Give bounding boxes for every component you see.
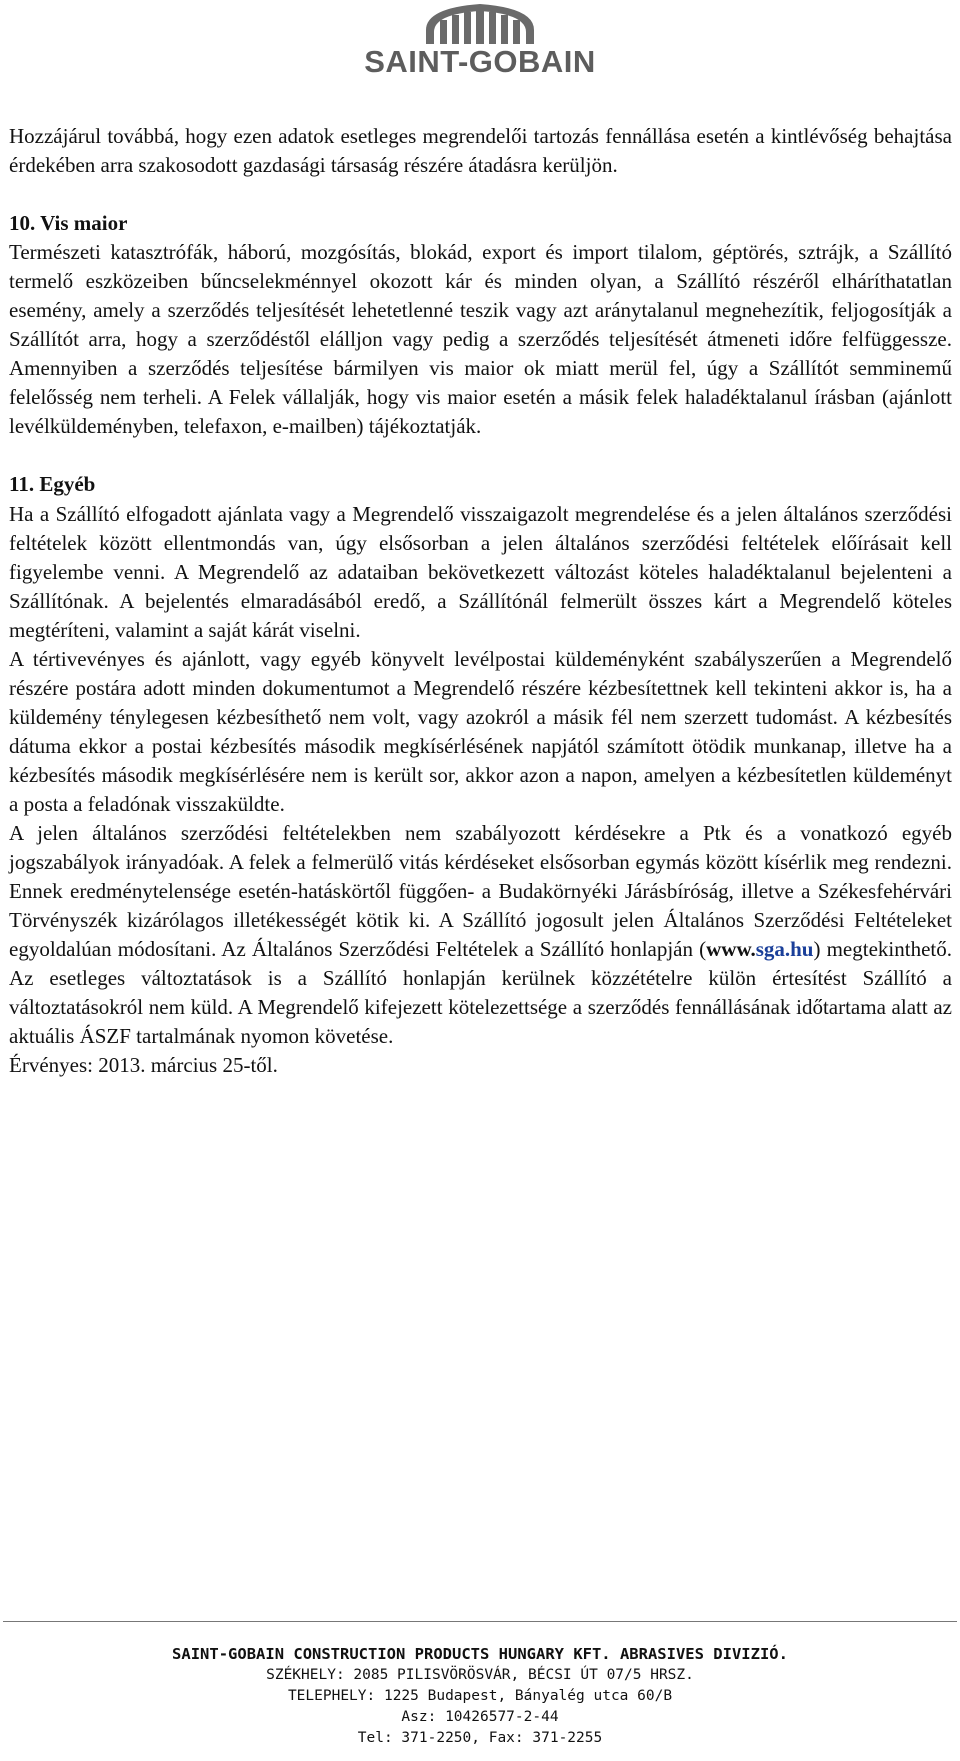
- section-11-paragraph-3: [9, 819, 952, 1051]
- footer: [0, 1643, 960, 1749]
- logo-wordmark: SAINT-GOBAIN: [364, 44, 596, 79]
- footer-site: TELEPHELY: 1225 Budapest, Bányalég utca 60/B: [287, 1688, 673, 1704]
- saint-gobain-logo: [0, 0, 960, 79]
- footer-tax: Asz: 10426577-2-44: [401, 1709, 559, 1725]
- footer-seat: SZÉKHELY: 2085 PILISVÖRÖSVÁR, BÉCSI ÚT 07/5 HRSZ.: [266, 1667, 694, 1683]
- footer-phone: Tel: 371-2250, Fax: 371-2255: [357, 1730, 603, 1746]
- intro-paragraph: Hozzájárul továbbá, hogy ezen adatok esetleges megrendelői tartozás fennállása esetén a kintlévőség behajtása érdekében arra szakosodott gazdasági társaság részére átadásra kerüljön.: [9, 124, 952, 178]
- website-link-prefix: www.: [706, 937, 756, 962]
- paragraph-3-text-after: ) megtekinthető. Az esetleges változtatások is a Szállító honlapján kerülnek közzétételre külön értesítést Szállító a változtatásokról nem küld. A Megrendelő kifejezett kötelezettsége a szerződés fennállásának időtartama alatt az aktuális ÁSZF tartalmának nyomon követése.: [9, 937, 952, 1049]
- section-11-paragraph-2: A tértivevényes és ajánlott, vagy egyéb könyvelt levélpostai küldeményként szabályszerűen a Megrendelő részére postára adott minden dokumentumot a Megrendelő részére kézbesítettnek kell tekinteni akkor is, ha a küldemény ténylegesen kézbesíthető nem volt, vagy azokról a másik fél nem szerzett tudomást. A kézbesítés dátuma ekkor a postai kézbesítés második megkísérlésének napjától számított ötödik munkanap, illetve ha a kézbesítés második megkísérlésére nem is került sor, akkor azon a napon, amelyen a kézbesítetlen küldeményt a posta a feladónak visszaküldte.: [9, 646, 952, 816]
- footer-company: SAINT-GOBAIN CONSTRUCTION PRODUCTS HUNGARY KFT. ABRASIVES DIVIZIÓ.: [172, 1645, 788, 1663]
- logo-arch-icon: [410, 0, 550, 44]
- website-link[interactable]: [706, 937, 813, 961]
- paragraph-3-text-before: A jelen általános szerződési feltételekben nem szabályozott kérdésekre a Ptk és a vonatkozó egyéb jogszabályok irányadóak. A felek a felmerülő vitás kérdéseket elsősorban egymás között kísérlik meg rendezni. Ennek eredménytelensége esetén-hatáskörtől függően- a Budakörnyéki Járásbíróság, illetve a Székesfehérvári Törvényszék kizárólagos illetékességét kötik ki. A Szállító jogosult jelen Általános Szerződési Feltételeket egyoldalúan módosítani. Az Általános Szerződési Feltételek a Szállító honlapján (: [9, 821, 952, 962]
- website-link-domain: sga.hu: [755, 937, 814, 962]
- document-body: [9, 122, 952, 1080]
- footer-divider: [3, 1621, 957, 1622]
- section-11-paragraph-1: Ha a Szállító elfogadott ajánlata vagy a Megrendelő visszaigazolt megrendelése és a jelen általános szerződési feltételek között ellentmondás van, úgy elsősorban a jelen általános szerződési feltételek előírásait kell figyelembe venni. A Megrendelő az adataiban bekövetkezett változást köteles haladéktalanul bejelenteni a Szállítónak. A bejelentés elmaradásából eredő, a Szállítónál felmerült összes kárt a Megrendelő köteles megtéríteni, valamint a saját kárát viselni.: [9, 501, 952, 642]
- section-11-heading: 11. Egyéb: [9, 472, 96, 497]
- section-10-heading: 10. Vis maior: [9, 211, 128, 236]
- validity-date: Érvényes: 2013. március 25-től.: [9, 1053, 278, 1078]
- section-10-body: Természeti katasztrófák, háború, mozgósítás, blokád, export és import tilalom, géptörés, sztrájk, a Szállító termelő eszközeiben bűncselekménnyel okozott kár és minden olyan, a Szállító részéről elháríthatatlan esemény, amely a szerződés teljesítését lehetetlenné teszik vagy azt aránytalanul megnehezítik, feljogosítják a Szállítót arra, hogy a szerződéstől elálljon vagy pedig a szerződés teljesítését átmeneti időre felfüggessze. Amennyiben a szerződés teljesítése bármilyen vis maior ok miatt merül fel, úgy a Szállítót semminemű felelősség nem terheli. A Felek vállalják, hogy vis maior esetén a másik felek haladéktalanul írásban (ajánlott levélküldeményben, telefaxon, e-mailben) tájékoztatják.: [9, 240, 952, 439]
